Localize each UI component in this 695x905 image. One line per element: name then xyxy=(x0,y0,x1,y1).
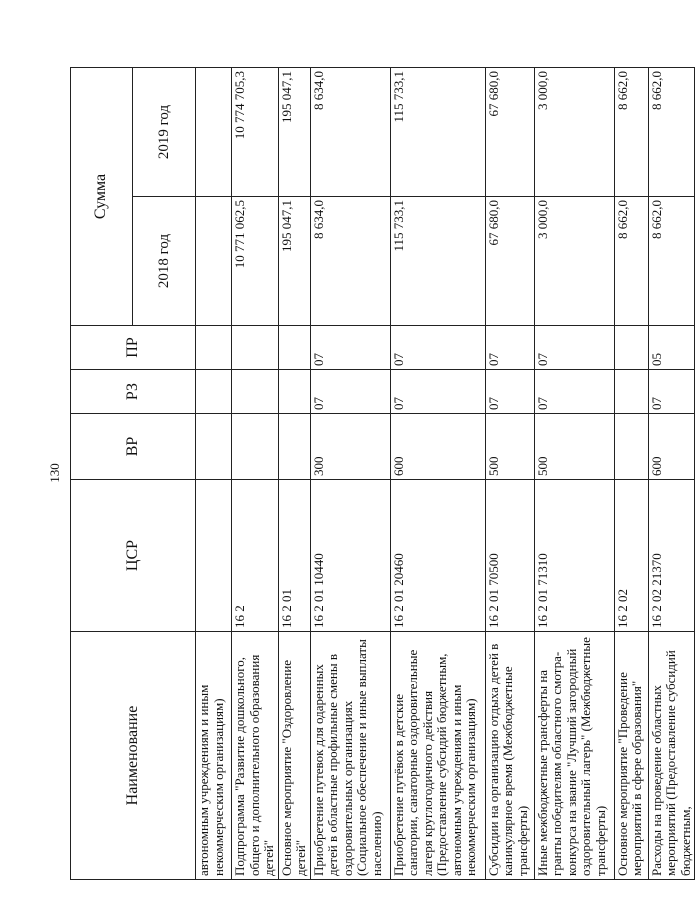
table-row xyxy=(232,68,279,880)
vr-cell: 300 xyxy=(310,414,390,480)
pr-cell: 07 xyxy=(310,326,390,370)
vr-cell: 600 xyxy=(390,414,485,480)
sum-2019-cell: 8 634,0 xyxy=(310,68,390,197)
header-2018: 2018 год xyxy=(133,197,196,326)
sum-2019-cell: 3 000,0 xyxy=(534,68,614,197)
header-sum: Сумма xyxy=(71,68,133,326)
table-row xyxy=(648,68,695,880)
pr-cell xyxy=(614,326,648,370)
header-rz: РЗ xyxy=(71,370,196,414)
sum-2019-cell: 8 662,0 xyxy=(648,68,695,197)
rz-cell: 07 xyxy=(648,370,695,414)
table-row xyxy=(196,68,232,880)
sum-2019-cell: 67 680,0 xyxy=(485,68,534,197)
sum-2018-cell: 3 000,0 xyxy=(534,197,614,326)
pr-cell: 07 xyxy=(534,326,614,370)
table-row xyxy=(278,68,310,880)
sum-2018-cell xyxy=(196,197,232,326)
rz-cell: 07 xyxy=(390,370,485,414)
csr-cell: 16 2 01 71310 xyxy=(534,480,614,632)
name-cell: Основное мероприятие "Проведение мероприятий в сфере образования" xyxy=(614,632,648,880)
sum-2018-cell: 115 733,1 xyxy=(390,197,485,326)
sum-2019-cell: 8 662,0 xyxy=(614,68,648,197)
csr-cell: 16 2 01 10440 xyxy=(310,480,390,632)
pr-cell: 07 xyxy=(485,326,534,370)
vr-cell: 600 xyxy=(648,414,695,480)
pr-cell xyxy=(278,326,310,370)
header-name: Наименование xyxy=(71,632,196,880)
sum-2019-cell: 195 047,1 xyxy=(278,68,310,197)
csr-cell: 16 2 01 xyxy=(278,480,310,632)
pr-cell: 07 xyxy=(390,326,485,370)
vr-cell xyxy=(196,414,232,480)
rz-cell xyxy=(278,370,310,414)
vr-cell xyxy=(614,414,648,480)
header-vr: ВР xyxy=(71,414,196,480)
sum-2018-cell: 10 771 062,5 xyxy=(232,197,279,326)
rz-cell xyxy=(232,370,279,414)
name-cell: Субсидии на организацию отдыха детей в каникулярное время (Межбюджетные трансферты) xyxy=(485,632,534,880)
csr-cell: 16 2 xyxy=(232,480,279,632)
sum-2019-cell: 115 733,1 xyxy=(390,68,485,197)
header-csr: ЦСР xyxy=(71,480,196,632)
name-cell: Приобретение путёвок в детские санатории, санаторные оздоровительные лагеря круглогодичного действия (Предоставление субсидий бюджетным, автономным учреждениям и иным некоммерческим организациям) xyxy=(390,632,485,880)
pr-cell xyxy=(196,326,232,370)
table-row xyxy=(485,68,534,880)
rz-cell: 07 xyxy=(310,370,390,414)
table-row xyxy=(310,68,390,880)
sum-2018-cell: 8 634,0 xyxy=(310,197,390,326)
sum-2018-cell: 195 047,1 xyxy=(278,197,310,326)
csr-cell: 16 2 02 21370 xyxy=(648,480,695,632)
name-cell: Расходы на проведение областных мероприятий (Предоставление субсидий бюджетным, xyxy=(648,632,695,880)
name-cell: автономным учреждениям и иным некоммерческим организациям) xyxy=(196,632,232,880)
name-cell: Иные межбюджетные трансферты на гранты победителям областного смотра-конкурса на звание "Лучший загородный оздоровительный лагерь" (Межбюджетные трансферты) xyxy=(534,632,614,880)
sum-2019-cell: 10 774 705,3 xyxy=(232,68,279,197)
table-row xyxy=(614,68,648,880)
csr-cell: 16 2 01 20460 xyxy=(390,480,485,632)
vr-cell xyxy=(232,414,279,480)
csr-cell: 16 2 01 70500 xyxy=(485,480,534,632)
table-row xyxy=(534,68,614,880)
csr-cell xyxy=(196,480,232,632)
rz-cell: 07 xyxy=(485,370,534,414)
sum-2019-cell xyxy=(196,68,232,197)
rotated-page xyxy=(70,68,693,880)
name-cell: Приобретение путевок для одаренных детей в областные профильные смены в оздоровительных организациях (Социальное обеспечение и иные выплаты населению) xyxy=(310,632,390,880)
pr-cell: 05 xyxy=(648,326,695,370)
budget-table xyxy=(70,67,695,880)
vr-cell xyxy=(278,414,310,480)
pr-cell xyxy=(232,326,279,370)
sum-2018-cell: 8 662,0 xyxy=(648,197,695,326)
rz-cell xyxy=(614,370,648,414)
vr-cell: 500 xyxy=(534,414,614,480)
table-body xyxy=(196,68,695,880)
sum-2018-cell: 8 662,0 xyxy=(614,197,648,326)
vr-cell: 500 xyxy=(485,414,534,480)
csr-cell: 16 2 02 xyxy=(614,480,648,632)
table-row xyxy=(390,68,485,880)
name-cell: Основное мероприятие "Оздоровление детей" xyxy=(278,632,310,880)
sum-2018-cell: 67 680,0 xyxy=(485,197,534,326)
rz-cell xyxy=(196,370,232,414)
rz-cell: 07 xyxy=(534,370,614,414)
header-pr: ПР xyxy=(71,326,196,370)
page-number: 130 xyxy=(47,463,62,483)
name-cell: Подпрограмма "Развитие дошкольного, общего и дополнительного образования детей" xyxy=(232,632,279,880)
header-2019: 2019 год xyxy=(133,68,196,197)
